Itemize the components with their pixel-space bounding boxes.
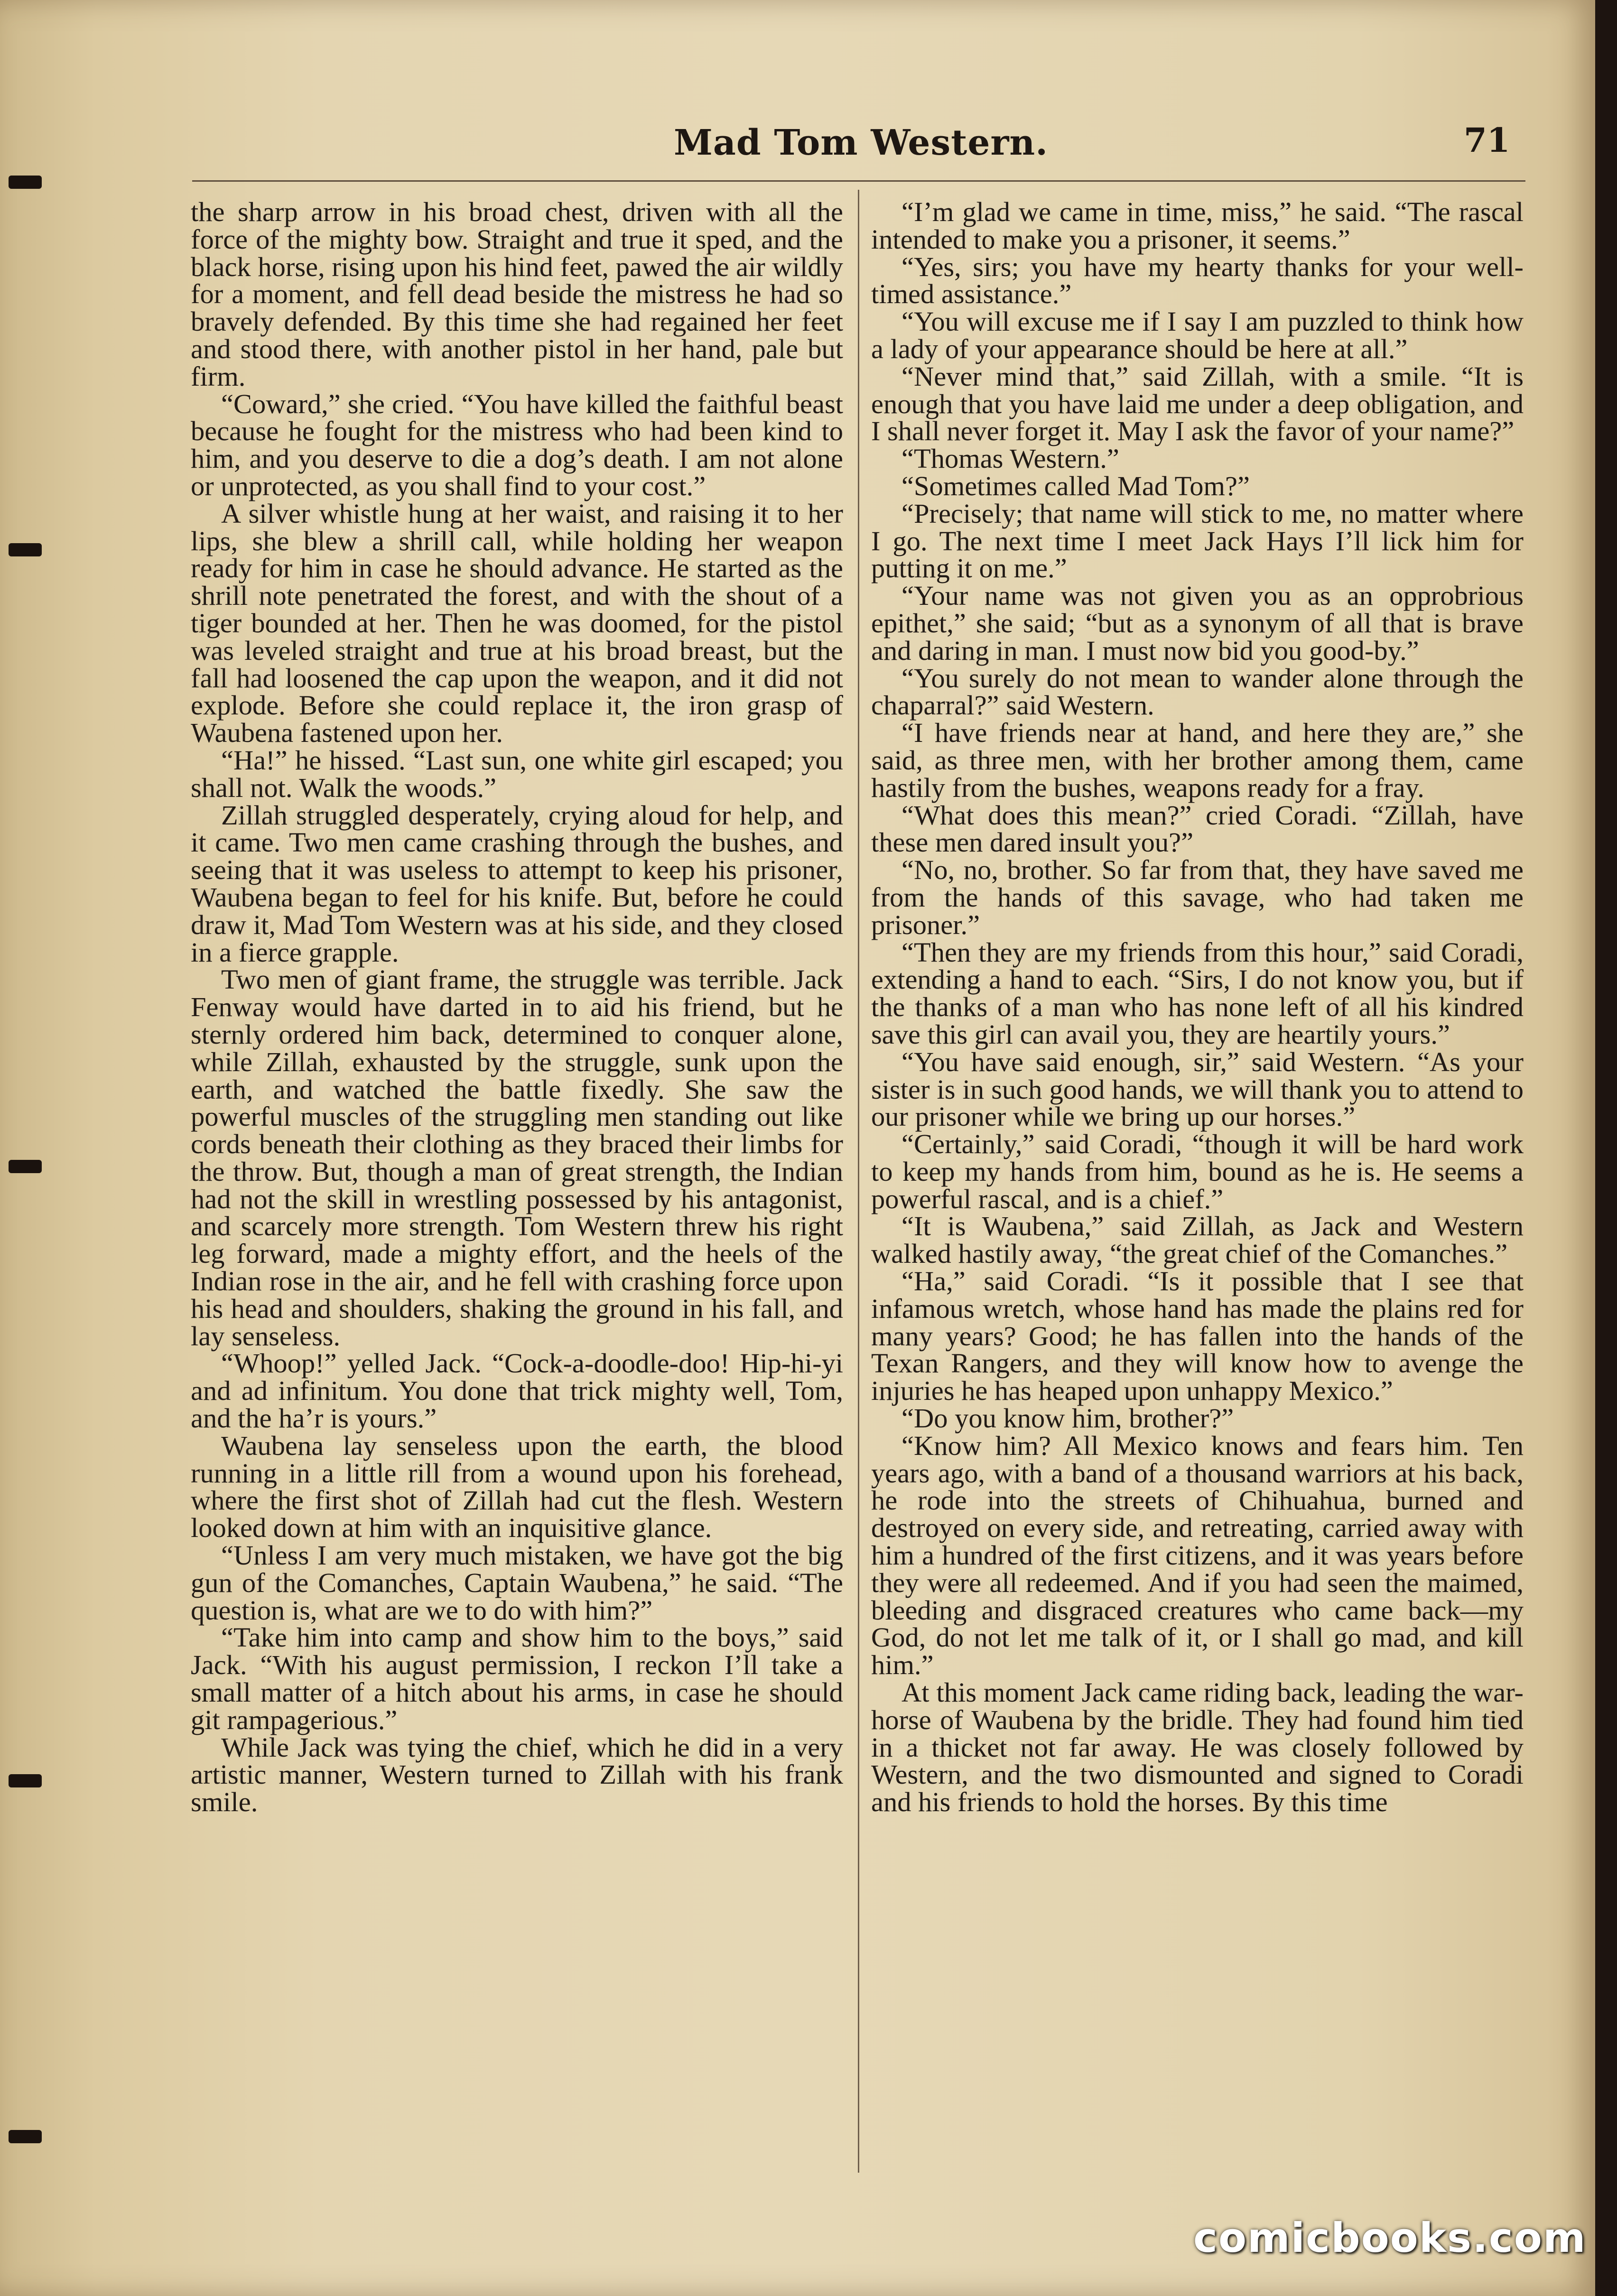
paragraph: “Yes, sirs; you have my hearty thanks for your well-timed assistance.” (871, 251, 1524, 310)
paragraph: “I’m glad we came in time, miss,” he said. “The rascal intended to make you a prisoner, it seems.” (871, 196, 1524, 255)
text-column-left (191, 198, 843, 1816)
paragraph: “Then they are my friends from this hour,” said Coradi, extending a hand to each. “Sirs, I do not know you, but if the thanks of a man who has none left of all his kindred save this girl can avail you, they are heartily yours.” (871, 936, 1524, 1050)
binding-stitch (9, 2130, 42, 2143)
paragraph: “Take him into camp and show him to the boys,” said Jack. “With his august permission, I reckon I’ll take a small matter of a hitch about his arms, in case he should git rampagerious.” (191, 1622, 843, 1735)
paragraph: Waubena lay senseless upon the earth, the blood running in a little rill from a wound upon his forehead, where the first shot of Zillah had cut the flesh. Western looked down at him with an inquisitive glance. (191, 1430, 843, 1544)
binding-stitch (9, 176, 42, 189)
page-edge (1595, 0, 1617, 2296)
column-divider (858, 190, 859, 2173)
paragraph: “What does this mean?” cried Coradi. “Zillah, have these men dared insult you?” (871, 799, 1524, 858)
paragraph: “Do you know him, brother?” (901, 1403, 1234, 1434)
watermark: comicbooks.com (1193, 2214, 1587, 2262)
paragraph: “Know him? All Mexico knows and fears him. Ten years ago, with a band of a thousand warriors at his back, he rode into the streets of Chihuahua, burned and destroyed on every side, and retreating, carried away with him a hundred of the first citizens, and it was years before they were all redeemed. And if you had seen the maimed, bleeding and disgraced creatures who came back—my God, do not let me talk of it, or I shall go mad, and kill him.” (871, 1430, 1524, 1681)
paragraph: “Your name was not given you as an opprobrious epithet,” she said; “but as a synonym of all that is brave and daring in man. I must now bid you good-by.” (871, 580, 1524, 666)
paragraph: “Unless I am very much mistaken, we have got the big gun of the Comanches, Captain Waubena,” he said. “The question is, what are we to do with him?” (191, 1540, 843, 1626)
paragraph: “No, no, brother. So far from that, they have saved me from the hands of this savage, who had taken me prisoner.” (871, 854, 1524, 940)
binding-stitch (9, 1160, 42, 1173)
paragraph: A silver whistle hung at her waist, and raising it to her lips, she blew a shrill call, while holding her weapon ready for him in case he should advance. He started as the shrill note penetrated the forest, and with the shout of a tiger bounded at her. Then he was doomed, for the pistol was leveled straight and true at his broad breast, but the fall had loosened the cap upon the weapon, and it did not explode. Before she could replace it, the iron grasp of Waubena fastened upon her. (191, 498, 843, 749)
paragraph: “Certainly,” said Coradi, “though it will be hard work to keep my hands from him, bound as he is. He seems a powerful rascal, and is a chief.” (871, 1129, 1524, 1214)
paragraph: “Sometimes called Mad Tom?” (901, 470, 1250, 501)
paragraph: “Coward,” she cried. “You have killed the faithful beast because he fought for the mistress who had been kind to him, and you deserve to die a dog’s death. I am not alone or unprotected, as you shall find to your cost.” (191, 388, 843, 501)
page-number: 71 (1464, 120, 1510, 160)
paragraph: “You will excuse me if I say I am puzzled to think how a lady of your appearance should be here at all.” (871, 306, 1524, 364)
header-rule (192, 180, 1525, 182)
paragraph: “You surely do not mean to wander alone through the chaparral?” said Western. (871, 662, 1524, 721)
paragraph: “I have friends near at hand, and here they are,” she said, as three men, with her brother among them, came hastily from the bushes, weapons ready for a fray. (871, 717, 1524, 803)
paragraph: the sharp arrow in his broad chest, driven with all the force of the mighty bow. Straight and true it sped, and the black horse, rising upon his hind feet, pawed the air wildly for a moment, and fell dead beside the mistress he had so bravely defended. By this time she had regained her feet and stood there, with another pistol in her hand, pale but firm. (191, 196, 843, 392)
paragraph: At this moment Jack came riding back, leading the war-horse of Waubena by the bridle. They had found him tied in a thicket not far away. He was closely followed by Western, and the two dismounted and signed to Coradi and his friends to hold the horses. By this time (871, 1677, 1524, 1818)
paragraph: While Jack was tying the chief, which he did in a very artistic manner, Western turned to Zillah with his frank smile. (191, 1731, 843, 1818)
paragraph: “Ha!” he hissed. “Last sun, one white girl escaped; you shall not. Walk the woods.” (191, 744, 843, 803)
paragraph: Two men of giant frame, the struggle was terrible. Jack Fenway would have darted in to aid his friend, but he sternly ordered him back, determined to conquer alone, while Zillah, exhausted by the struggle, sunk upon the earth, and watched the battle fixedly. She saw the powerful muscles of the struggling men standing out like cords beneath their clothing as they braced their limbs for the throw. But, though a man of great strength, the Indian had not the skill in wrestling possessed by his antagonist, and scarcely more strength. Tom Western threw his right leg forward, made a mighty effort, and the heels of the Indian rose in the air, and he fell with crashing force upon his head and shoulders, shaking the ground in his fall, and lay senseless. (191, 964, 843, 1352)
paragraph: “Whoop!” yelled Jack. “Cock-a-doodle-doo! Hip-hi-yi and ad infinitum. You done that trick mighty well, Tom, and the ha’r is yours.” (191, 1348, 843, 1434)
text-column-right (871, 198, 1524, 1816)
paragraph: “Ha,” said Coradi. “Is it possible that I see that infamous wretch, whose hand has made the plains red for many years? Good; he has fallen into the hands of the Texan Rangers, and they will know how to avenge the injuries he has heaped upon unhappy Mexico.” (871, 1266, 1524, 1407)
page-title: Mad Tom Western. (674, 122, 1048, 163)
paragraph: Zillah struggled desperately, crying aloud for help, and it came. Two men came crashing through the bushes, and seeing that it was useless to attempt to keep his prisoner, Waubena began to feel for his knife. But, before he could draw it, Mad Tom Western was at his side, and they closed in a fierce grapple. (191, 799, 843, 968)
binding-stitch (9, 543, 42, 556)
paragraph: “Precisely; that name will stick to me, no matter where I go. The next time I meet Jack Hays I’ll lick him for putting it on me.” (871, 498, 1524, 584)
paragraph: “It is Waubena,” said Zillah, as Jack and Western walked hastily away, “the great chief of the Comanches.” (871, 1211, 1524, 1269)
paragraph: “Thomas Western.” (901, 443, 1119, 474)
binding-stitch (9, 1774, 42, 1787)
paragraph: “Never mind that,” said Zillah, with a smile. “It is enough that you have laid me under a deep obligation, and I shall never forget it. May I ask the favor of your name?” (871, 361, 1524, 447)
paragraph: “You have said enough, sir,” said Western. “As your sister is in such good hands, we will thank you to attend to our prisoner while we bring up our horses.” (871, 1046, 1524, 1132)
